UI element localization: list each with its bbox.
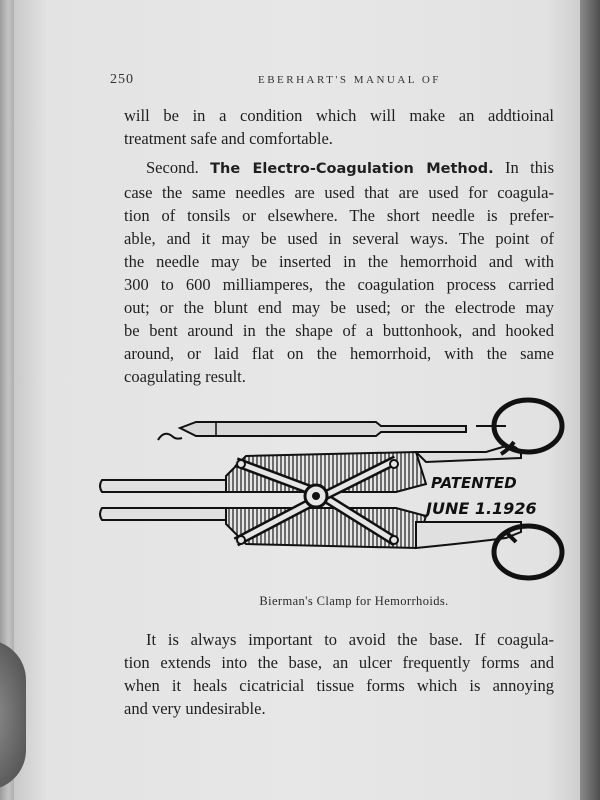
patent-label-line-1: PATENTED	[431, 474, 517, 492]
text-line: tion extends into the base, an ulcer frequently forms and	[124, 653, 554, 672]
text-line: tion of tonsils or elsewhere. The short needle is prefer-	[124, 206, 554, 225]
text-line: be bent around in the shape of a buttonhook, and hooked	[124, 321, 554, 340]
paragraph-2	[124, 156, 554, 388]
text-line: case the same needles are used that are used for coagula-	[124, 183, 554, 202]
text-line: It is always important to avoid the base. If coagula-	[146, 630, 554, 649]
text-line: able, and it may be used in several ways. The point of	[124, 229, 554, 248]
text-line: 300 to 600 milliamperes, the coagulation process carried	[124, 275, 554, 294]
text-line: out; or the blunt end may be used; or the electrode may	[124, 298, 554, 317]
paragraph-3	[124, 628, 554, 720]
book-title: EBERHART'S MANUAL OF	[258, 74, 441, 86]
paragraph-lead: Second.	[146, 158, 199, 177]
paragraph-1	[124, 104, 554, 150]
page-number: 250	[110, 72, 134, 87]
text-line: the needle may be inserted in the hemorrhoid and with	[124, 252, 554, 271]
text-line: coagulating result.	[124, 367, 246, 386]
first-line-rest: In this	[505, 158, 554, 177]
text-line: around, or laid flat on the hemorrhoid, with the same	[124, 344, 554, 363]
text-line: treatment safe and comfortable.	[124, 129, 333, 148]
text-line: when it heals cicatricial tissue forms which is annoying	[124, 676, 554, 695]
section-heading: The Electro-Coagulation Method.	[210, 161, 494, 177]
running-head	[14, 72, 580, 94]
paragraph-2-first-line	[124, 156, 554, 181]
figure-caption: Bierman's Clamp for Hemorrhoids.	[259, 594, 449, 608]
text-line: will be in a condition which will make an addtioinal	[124, 106, 554, 125]
book-page	[14, 0, 580, 800]
book-edge-right	[580, 0, 600, 800]
clamp-illustration	[96, 392, 576, 592]
needle-electrode	[158, 422, 466, 440]
patent-label-line-2: JUNE 1.1926	[426, 499, 537, 518]
text-line: and very undesirable.	[124, 699, 266, 718]
